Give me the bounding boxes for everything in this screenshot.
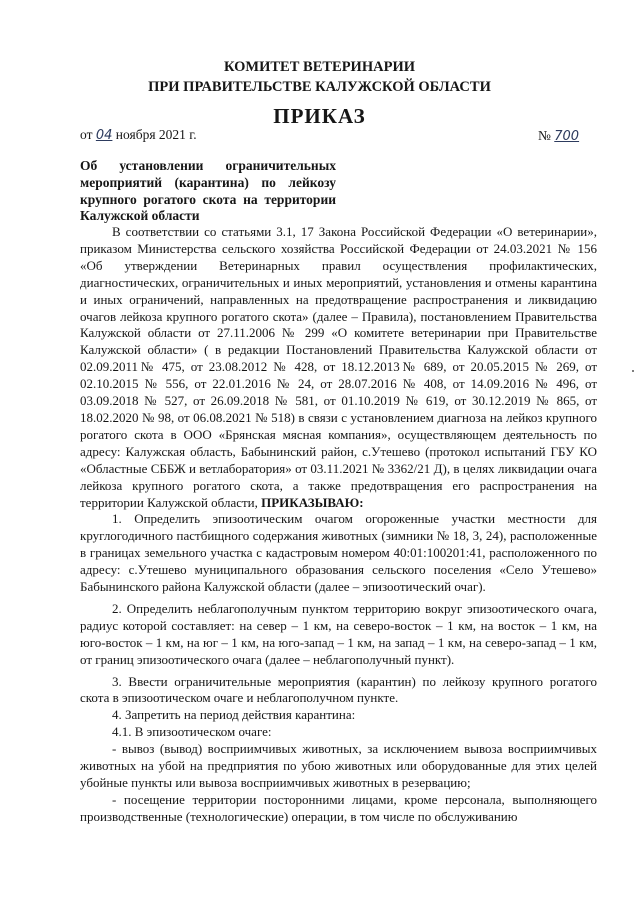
- committee-name-line1: КОМИТЕТ ВЕТЕРИНАРИИ: [223, 59, 416, 75]
- committee-header: [0, 57, 639, 97]
- committee-name-line2: ПРИ ПРАВИТЕЛЬСТВЕ КАЛУЖСКОЙ ОБЛАСТИ: [148, 79, 491, 95]
- scan-speck: [632, 370, 634, 372]
- clause-1: 1. Определить эпизоотическим очагом огороженные участки местности для круглогодичного пастбищного содержания животных (зимники № 18, 3, 24), расположенные в границах земельного участка с кадастровым номером 40:01:100201:41, расположенного по адресу: с.Утешево муниципального образования сельского поселения «Село Утешево» Бабынинского района Калужской области (далее – эпизоотический очаг).: [80, 511, 597, 595]
- date-day-handwritten: 04: [95, 128, 113, 143]
- document-title: ПРИКАЗ: [273, 104, 366, 128]
- clause-4: 4. Запретить на период действия карантина:: [112, 707, 356, 723]
- order-keyword: ПРИКАЗЫВАЮ:: [261, 494, 364, 510]
- order-body: [80, 224, 597, 826]
- order-number: [538, 128, 579, 144]
- clause-4-1-item-1: - вывоз (вывод) восприимчивых животных, за исключением вывоза восприимчивых животных на убой на предприятия по убою животных или оборудованные для этих целей убойные пункты или вывоза восприимчивых животных в резервацию;: [80, 741, 597, 790]
- preamble-paragraph: [80, 224, 597, 511]
- order-date: [80, 127, 197, 143]
- number-sign: №: [538, 128, 551, 143]
- clause-3: 3. Ввести ограничительные мероприятия (карантин) по лейкозу крупного рогатого скота в эпизоотическом очаге и неблагополучном пункте.: [80, 673, 597, 706]
- number-handwritten: 700: [554, 129, 580, 144]
- clause-2: 2. Определить неблагополучным пунктом территорию вокруг эпизоотического очага, радиус которой составляет: на север – 1 км, на северо-восток – 1 км, на восток – 1 км, на юго-восток – 1 км, на юг – 1 км, на юго-запад – 1 км, на запад – 1 км, на северо-запад – 1 км, от границ эпизоотического очага (далее – неблагополучный пункт).: [80, 600, 597, 667]
- preamble-text: В соответствии со статьями 3.1, 17 Закона Российской Федерации «О ветеринарии», приказом Министерства сельского хозяйства Российской Федерации от 24.03.2021 № 156 «Об утверждении Ветеринарных правил осуществления профилактических, диагностических, ограничительных и иных мероприятий, установления и отмены карантина и иных ограничений, направленных на предотвращение распространения и ликвидацию очагов лейкоза крупного рогатого скота» (далее – Правила), постановлением Правительства Калужской области от 27.11.2006 № 299 «О комитете ветеринарии при Правительстве Калужской области» ( в редакции Постановлений Правительства Калужской области от 02.09.2011№ 475, от 23.08.2012 № 428, от 18.12.2013№ 689, от 20.05.2015 № 269, от 02.10.2015 № 556, от 22.01.2016 № 24, от 28.07.2016 № 408, от 14.09.2016 № 496, от 03.09.2018 № 527, от 26.09.2018 № 581, от 01.10.2019 № 619, от 30.12.2019 № 865, от 18.02.2020 № 98, от 06.08.2021 № 518) в связи с установлением диагноза на лейкоз крупного рогатого скота в ООО «Брянская мясная компания», осуществляющем деятельность по адресу: Калужская область, Бабынинский район, с.Утешево (протокол испытаний ГБУ КО «Областные СББЖ и ветлаборатория» от 03.11.2021 № 3362/21 Д), в целях ликвидации очага лейкоза крупного рогатого скота, а также предотвращения его распространения на территории Калужской области,: [80, 224, 597, 510]
- clause-4-1-item-2: - посещение территории посторонними лицами, кроме персонала, выполняющего производственные (технологические) операции, в том числе по обслуживанию: [80, 791, 597, 824]
- date-prefix: от: [80, 127, 93, 142]
- clause-4-1: 4.1. В эпизоотическом очаге:: [112, 724, 272, 740]
- order-subject: Об установлении ограничительных мероприятий (карантина) по лейкозу крупного рогатого скота на территории Калужской области: [80, 158, 336, 224]
- date-rest: ноября 2021 г.: [115, 127, 197, 142]
